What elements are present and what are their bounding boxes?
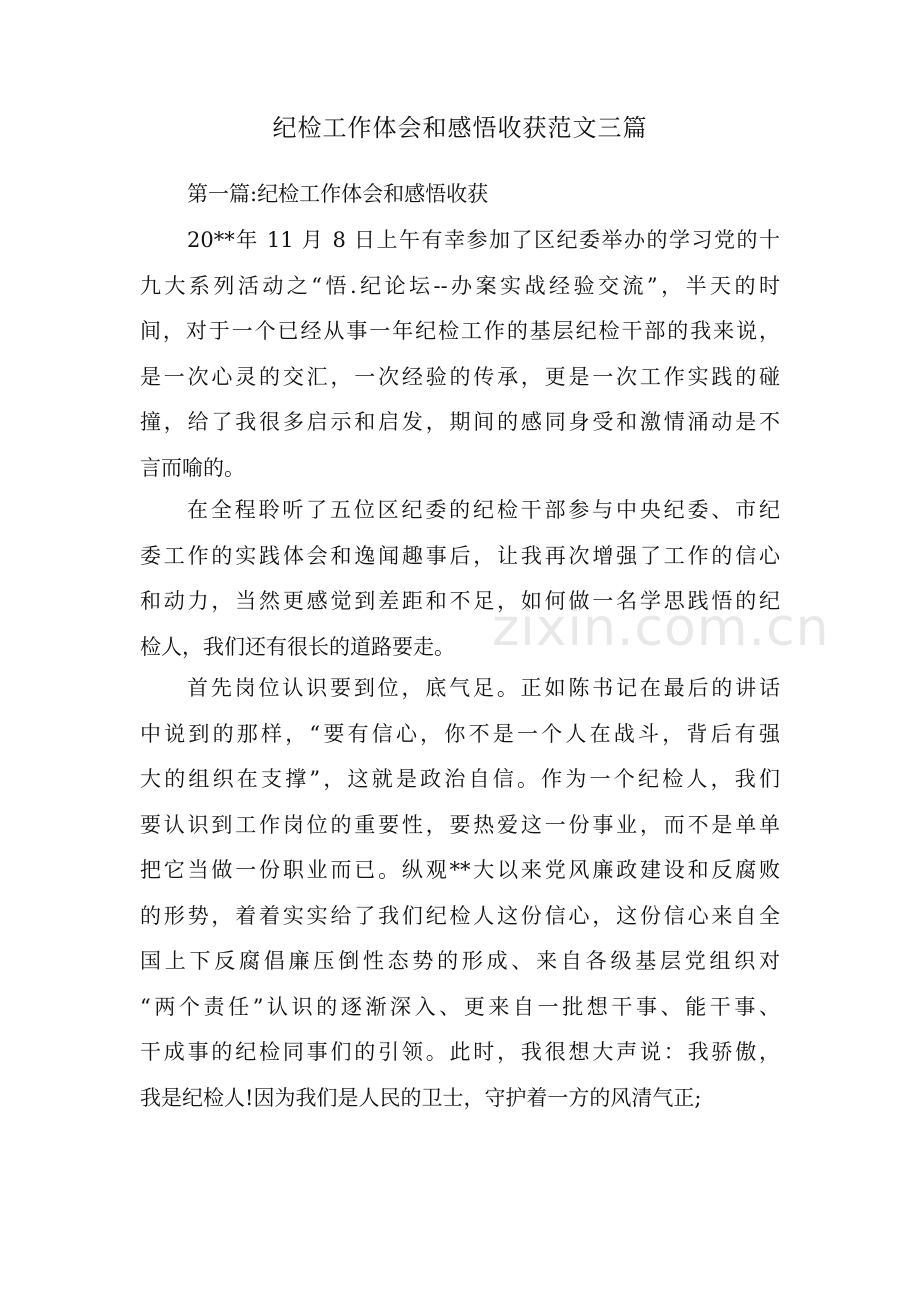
paragraph-line: 九大系列活动之“悟.纪论坛--办案实战经验交流”，半天的时 — [140, 273, 780, 298]
paragraph-line: 检人，我们还有很长的道路要走。 — [140, 634, 455, 659]
document-title: 纪检工作体会和感悟收获范文三篇 — [272, 114, 648, 142]
paragraph-1 — [140, 218, 780, 491]
paragraph-line: 是一次心灵的交汇，一次经验的传承，更是一次工作实践的碰 — [140, 364, 780, 389]
paragraph-line: 把它当做一份职业而已。纵观**大以来党风廉政建设和反腐败 — [140, 858, 780, 882]
paragraph-line: 间，对于一个已经从事一年纪检工作的基层纪检干部的我来说， — [140, 319, 780, 343]
paragraph-line: 20**年 11 月 8 日上午有幸参加了区纪委举办的学习党的十 — [187, 228, 780, 252]
paragraph-line: 国上下反腐倡廉压倒性态势的形成、来自各级基层党组织对 — [140, 949, 780, 973]
paragraph-line: 我是纪检人!因为我们是人民的卫士，守护着一方的风清气正; — [140, 1085, 702, 1110]
paragraph-line: 撞，给了我很多启示和启发，期间的感同身受和激情涌动是不 — [140, 410, 780, 434]
paragraph-3 — [140, 666, 780, 1121]
paragraph-line: “两个责任”认识的逐渐深入、更来自一批想干事、能干事、 — [140, 994, 780, 1019]
paragraph-line: 干成事的纪检同事们的引领。此时，我很想大声说：我骄傲， — [140, 1040, 780, 1064]
paragraph-line: 和动力，当然更感觉到差距和不足，如何做一名学思践悟的纪 — [140, 589, 780, 613]
paragraph-line: 中说到的那样，“要有信心，你不是一个人在战斗，背后有强 — [140, 721, 780, 746]
paragraph-line: 要认识到工作岗位的重要性，要热爱这一份事业，而不是单单 — [140, 812, 780, 837]
paragraph-line: 首先岗位认识要到位，底气足。正如陈书记在最后的讲话 — [187, 676, 780, 700]
paragraph-line: 的形势，着着实实给了我们纪检人这份信心，这份信心来自全 — [140, 903, 780, 928]
paragraph-line: 在全程聆听了五位区纪委的纪检干部参与中央纪委、市纪 — [187, 498, 780, 522]
section-heading: 第一篇:纪检工作体会和感悟收获 — [187, 182, 489, 206]
watermark: zixin.com.cn — [492, 598, 830, 658]
paragraph-line: 言而喻的。 — [140, 455, 245, 480]
paragraph-line: 委工作的实践体会和逸闻趣事后，让我再次增强了工作的信心 — [140, 543, 780, 568]
paragraph-line: 大的组织在支撑”，这就是政治自信。作为一个纪检人，我们 — [140, 767, 780, 791]
